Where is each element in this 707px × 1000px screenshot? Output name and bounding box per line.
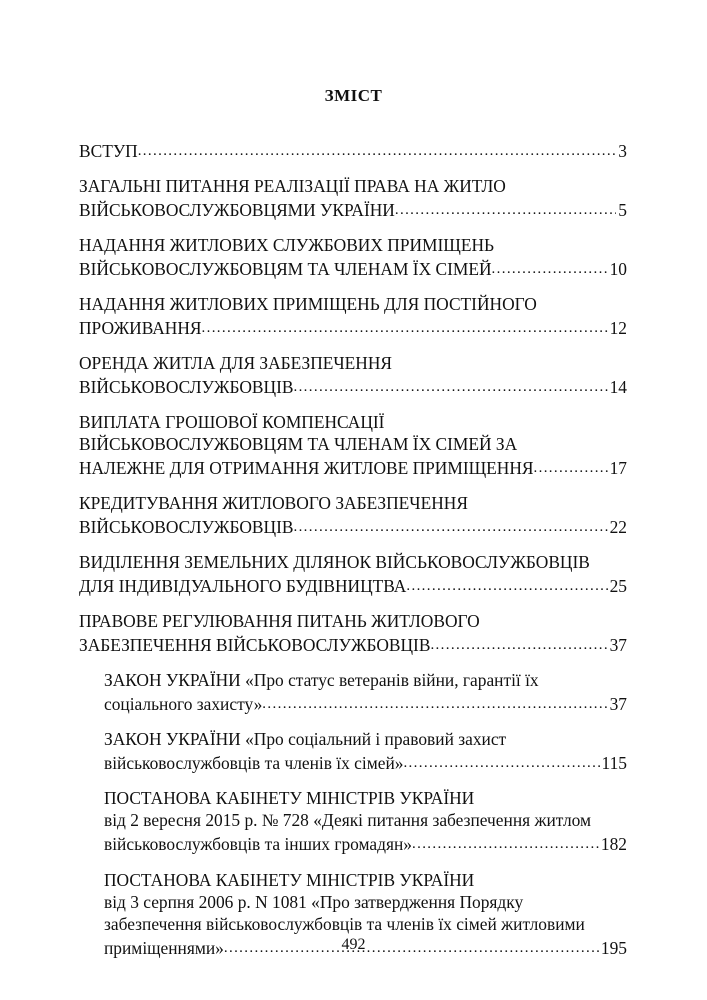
- toc-entry-general-issues[interactable]: [79, 175, 627, 221]
- leader-dots: [492, 256, 608, 280]
- toc-entry-text: військовослужбовців та інших громадян»: [104, 834, 412, 854]
- leader-dots: [430, 632, 607, 656]
- page-number: 492: [341, 936, 366, 953]
- toc-subentry-social-protection-law[interactable]: [104, 728, 627, 774]
- toc-entry-text: ПОСТАНОВА КАБІНЕТУ МІНІСТРІВ УКРАЇНИ: [104, 788, 475, 808]
- toc-subentry-resolution-728[interactable]: [104, 787, 627, 855]
- leader-dots: [138, 138, 617, 162]
- toc-entry-text: ЗАБЕЗПЕЧЕННЯ ВІЙСЬКОВОСЛУЖБОВЦІВ: [79, 635, 431, 655]
- toc-entry-text: ВІЙСЬКОВОСЛУЖБОВЦІВ: [79, 377, 294, 397]
- toc-page-number: 12: [609, 318, 627, 338]
- toc-entry-text: приміщеннями»: [104, 938, 224, 958]
- leader-dots: [262, 691, 607, 715]
- toc-entry-line: [79, 632, 627, 656]
- toc-entry-legal-regulation[interactable]: [79, 610, 627, 656]
- toc-entry-text: ОРЕНДА ЖИТЛА ДЛЯ ЗАБЕЗПЕЧЕННЯ: [79, 353, 393, 373]
- toc-entry-line: [79, 573, 627, 597]
- leader-dots: [293, 374, 607, 398]
- toc-entry-text: ВИПЛАТА ГРОШОВОЇ КОМПЕНСАЦІЇ: [79, 412, 385, 432]
- toc-entry-text: НАЛЕЖНЕ ДЛЯ ОТРИМАННЯ ЖИТЛОВЕ ПРИМІЩЕННЯ: [79, 458, 534, 478]
- toc-page-number: 182: [600, 834, 627, 854]
- toc-entry-text: ЗАКОН УКРАЇНИ «Про статус ветеранів війни, гарантії їх: [104, 670, 539, 690]
- toc-entry-text: військовослужбовців та членів їх сімей»: [104, 753, 404, 773]
- toc-page-number: 10: [609, 259, 627, 279]
- toc-entry-line: [79, 455, 627, 479]
- toc-page-number: 115: [601, 753, 627, 773]
- toc-entry-intro[interactable]: [79, 138, 627, 162]
- toc-page-number: 37: [609, 635, 627, 655]
- toc-entry-line: [79, 197, 627, 221]
- toc-entry-line: [79, 374, 627, 398]
- toc-page-number: 14: [609, 377, 627, 397]
- toc-entry-land-plots[interactable]: [79, 551, 627, 597]
- leader-dots: [202, 315, 608, 339]
- toc-entry-crediting[interactable]: [79, 492, 627, 538]
- toc-subentry-veterans-law[interactable]: [104, 669, 627, 715]
- leader-dots: [534, 455, 608, 479]
- toc-entry-text: ЗАГАЛЬНІ ПИТАННЯ РЕАЛІЗАЦІЇ ПРАВА НА ЖИТЛО: [79, 176, 506, 196]
- toc-page-number: 5: [618, 200, 627, 220]
- toc-entry-text: соціального захисту»: [104, 694, 263, 714]
- leader-dots: [406, 573, 607, 597]
- toc-entry-line: [104, 831, 627, 855]
- toc-page-number: 17: [609, 458, 627, 478]
- toc-entry-text: від 3 серпня 2006 р. N 1081 «Про затвердження Порядку: [104, 892, 524, 912]
- page-title: ЗМІСТ: [324, 86, 383, 105]
- toc-entry-text: ВІЙСЬКОВОСЛУЖБОВЦЯМ ТА ЧЛЕНАМ ЇХ СІМЕЙ ЗА: [79, 434, 518, 454]
- toc-page-number: 25: [609, 576, 627, 596]
- toc-entry-line: [79, 138, 627, 162]
- toc-entry-permanent-housing[interactable]: [79, 293, 627, 339]
- toc-entry-text: НАДАННЯ ЖИТЛОВИХ СЛУЖБОВИХ ПРИМІЩЕНЬ: [79, 235, 495, 255]
- toc-page-number: 22: [609, 517, 627, 537]
- toc-entry-text: КРЕДИТУВАННЯ ЖИТЛОВОГО ЗАБЕЗПЕЧЕННЯ: [79, 493, 468, 513]
- toc-entry-text: ВІЙСЬКОВОСЛУЖБОВЦЯМИ УКРАЇНИ: [79, 200, 395, 220]
- toc-entry-housing-rent[interactable]: [79, 352, 627, 398]
- toc-entry-line: [104, 750, 627, 774]
- leader-dots: [403, 750, 599, 774]
- leader-dots: [395, 197, 616, 221]
- leader-dots: [412, 831, 599, 855]
- toc-entry-text: забезпечення військовослужбовців та членів їх сімей житловими: [104, 914, 585, 934]
- toc-entry-text: від 2 вересня 2015 р. № 728 «Деякі питання забезпечення житлом: [104, 810, 592, 830]
- toc-entry-line: [79, 514, 627, 538]
- toc-page-number: 37: [609, 694, 627, 714]
- toc-entry-text: ЗАКОН УКРАЇНИ «Про соціальний і правовий захист: [104, 729, 507, 749]
- toc-entry-text: ПРАВОВЕ РЕГУЛЮВАННЯ ПИТАНЬ ЖИТЛОВОГО: [79, 611, 480, 631]
- toc-entry-line: [79, 315, 627, 339]
- table-of-contents: [79, 138, 627, 972]
- toc-entry-text: ДЛЯ ІНДИВІДУАЛЬНОГО БУДІВНИЦТВА: [79, 576, 407, 596]
- toc-entry-compensation[interactable]: [79, 411, 627, 479]
- toc-entry-text: ВІЙСЬКОВОСЛУЖБОВЦЯМ ТА ЧЛЕНАМ ЇХ СІМЕЙ: [79, 259, 492, 279]
- toc-entry-text: ВІЙСЬКОВОСЛУЖБОВЦІВ: [79, 517, 294, 537]
- toc-entry-text: НАДАННЯ ЖИТЛОВИХ ПРИМІЩЕНЬ ДЛЯ ПОСТІЙНОГО: [79, 294, 537, 314]
- leader-dots: [293, 514, 607, 538]
- toc-page-number: 3: [618, 141, 627, 161]
- toc-entry-service-housing[interactable]: [79, 234, 627, 280]
- toc-page-number: 195: [600, 938, 627, 958]
- toc-entry-text: ВСТУП: [79, 141, 138, 161]
- toc-entry-text: ПРОЖИВАННЯ: [79, 318, 202, 338]
- toc-entry-text: ВИДІЛЕННЯ ЗЕМЕЛЬНИХ ДІЛЯНОК ВІЙСЬКОВОСЛУЖБОВЦІВ: [79, 552, 590, 572]
- toc-entry-line: [79, 256, 627, 280]
- toc-entry-line: [104, 691, 627, 715]
- toc-entry-text: ПОСТАНОВА КАБІНЕТУ МІНІСТРІВ УКРАЇНИ: [104, 870, 475, 890]
